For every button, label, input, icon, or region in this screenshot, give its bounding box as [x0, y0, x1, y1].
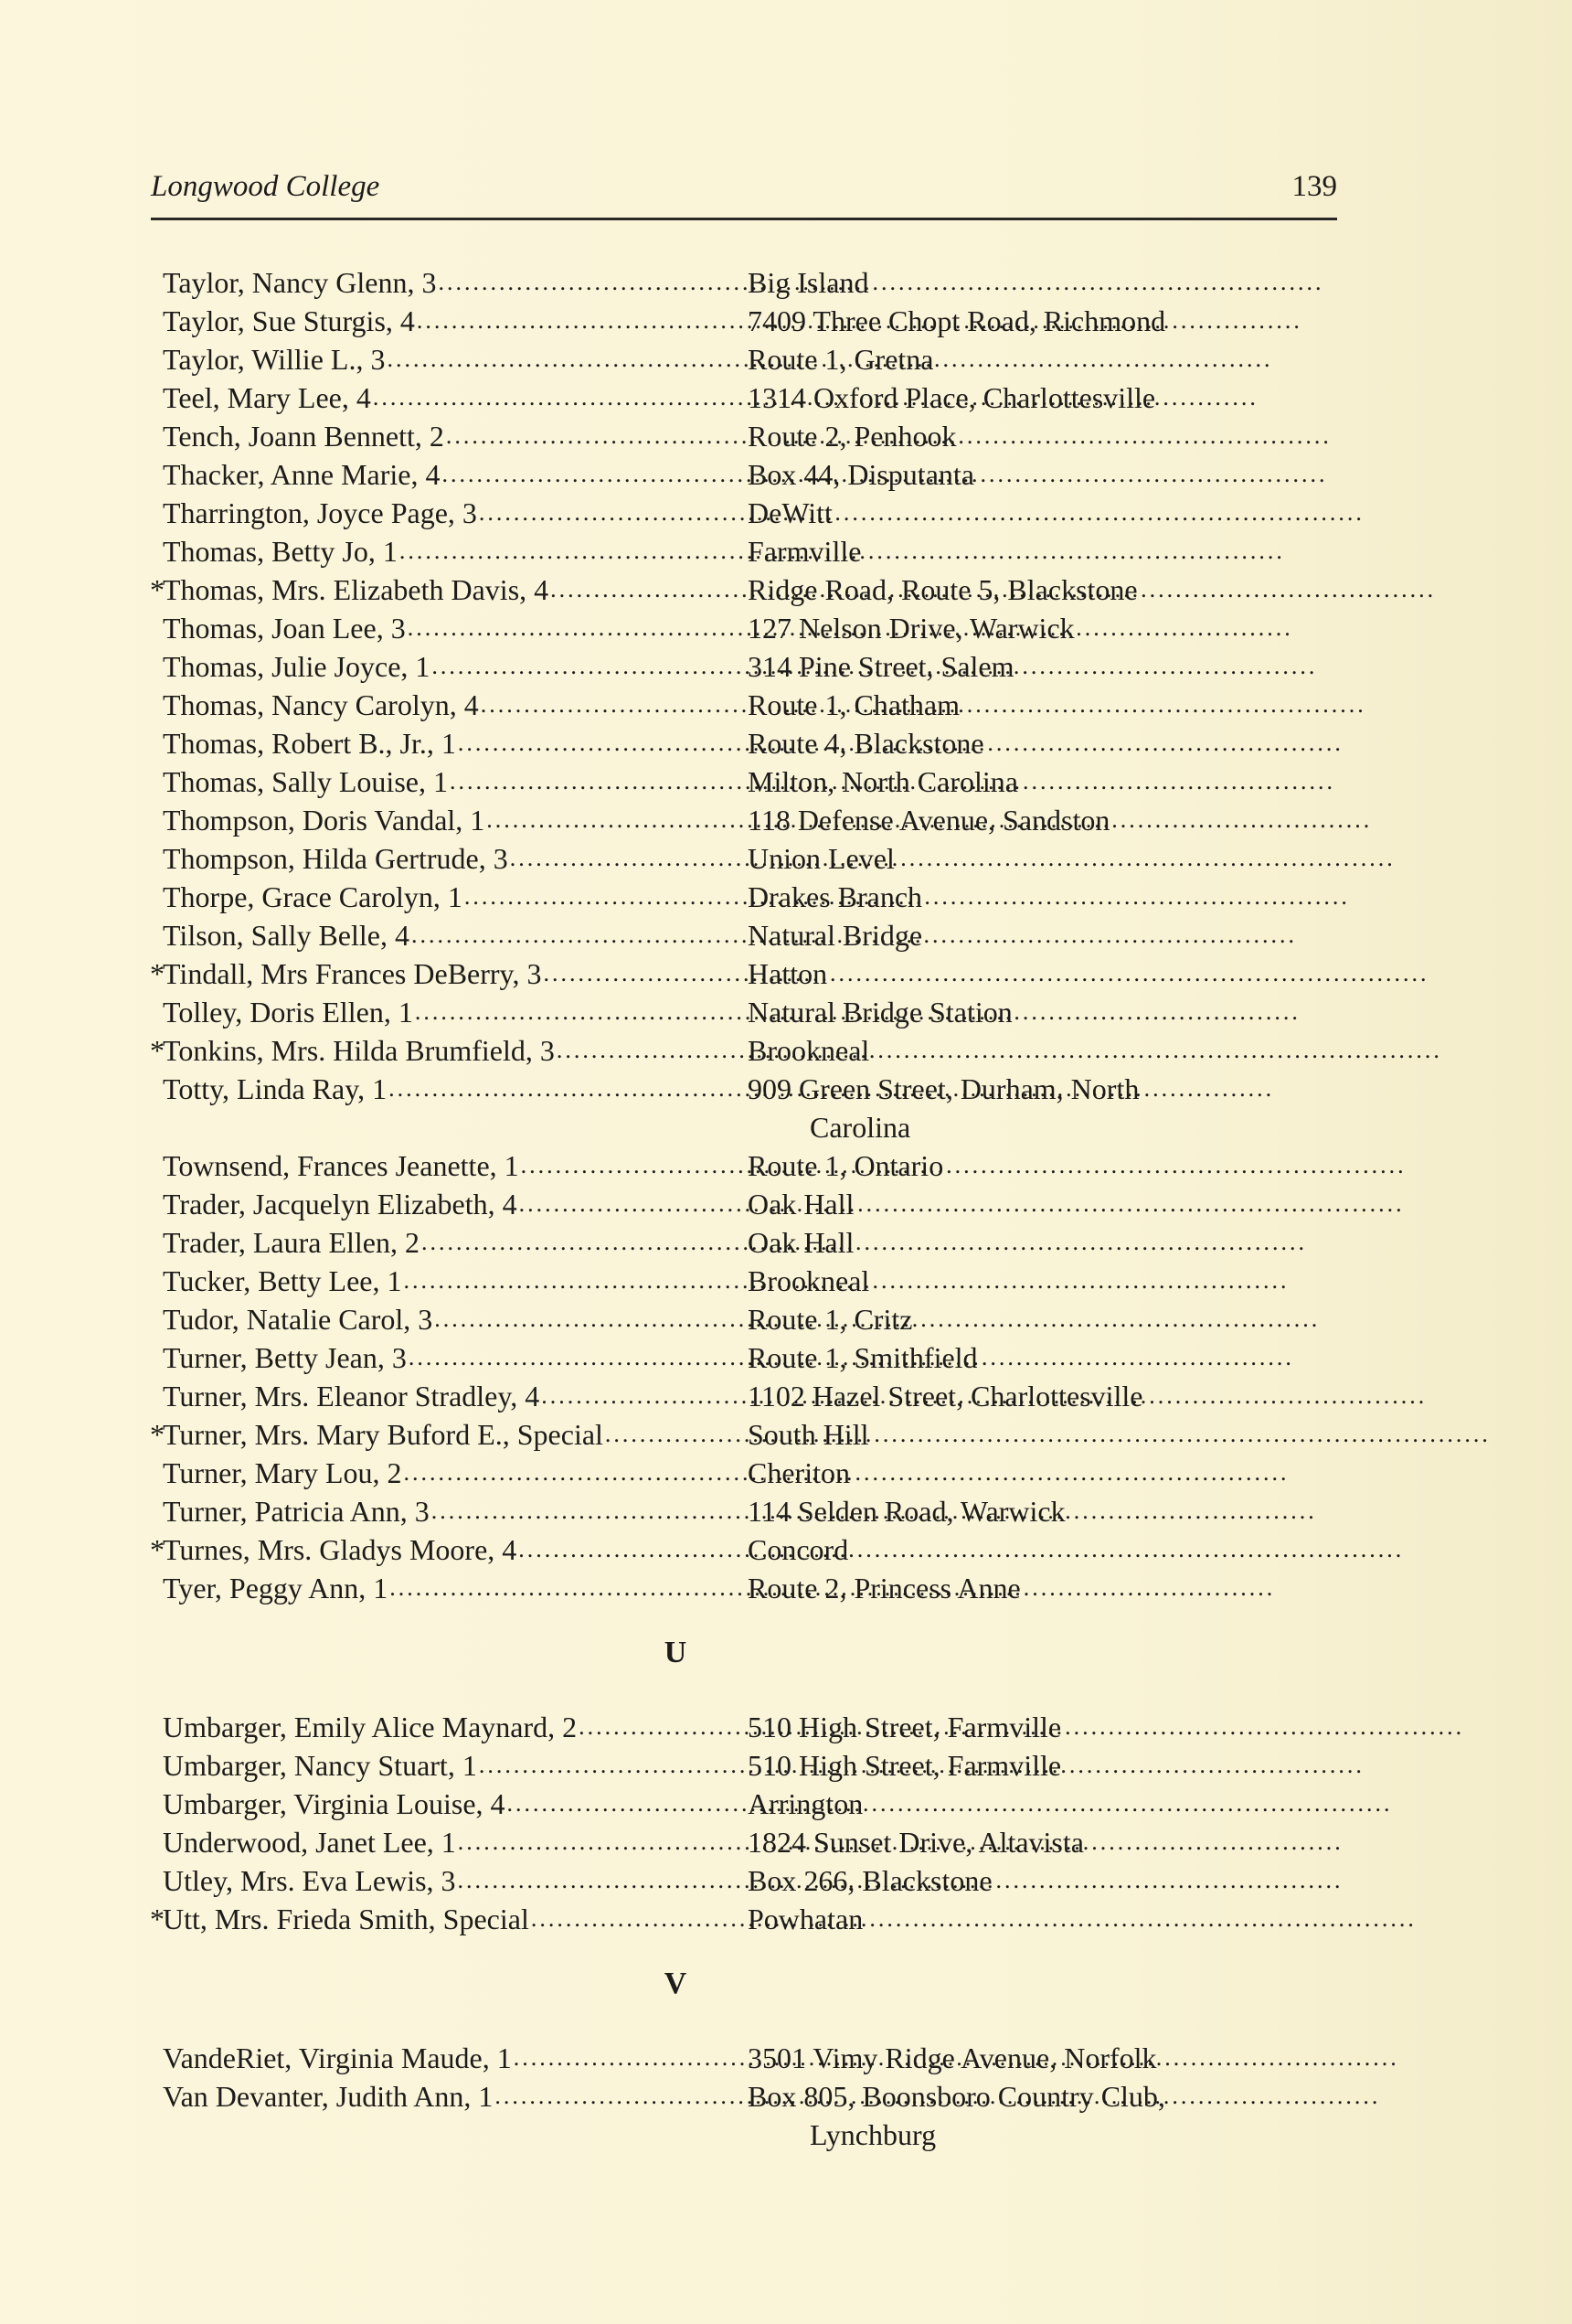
directory-entry [163, 1708, 1351, 1746]
directory-entry [163, 1185, 1351, 1223]
student-name: Thomas, Sally Louise, 1 [163, 765, 448, 798]
student-address: Route 2, Penhook [748, 420, 957, 453]
directory-entry [163, 455, 1351, 494]
student-name: Trader, Jacquelyn Elizabeth, 4 [163, 1188, 517, 1221]
student-name: Tudor, Natalie Carol, 3 [163, 1303, 433, 1336]
student-address: Route 1, Critz [748, 1303, 913, 1336]
student-address: Hatton [748, 957, 828, 990]
student-address: 1314 Oxford Place, Charlottesville [748, 381, 1156, 414]
student-name: Tindall, Mrs Frances DeBerry, 3 [163, 957, 542, 990]
student-name: Thomas, Joan Lee, 3 [163, 612, 406, 645]
directory-entry [163, 762, 1351, 801]
directory-entry [163, 1262, 1351, 1300]
entry-name-column: * Thomas, Mrs. Elizabeth Davis, 4 ..... [163, 570, 748, 609]
student-address: 510 High Street, Farmville [748, 1711, 1062, 1743]
student-name: Thorpe, Grace Carolyn, 1 [163, 880, 462, 913]
student-name: Utt, Mrs. Frieda Smith, Special [163, 1903, 529, 1935]
student-address: 909 Green Street, Durham, North [748, 1072, 1140, 1105]
student-name: Thomas, Betty Jo, 1 [163, 535, 398, 568]
student-address: Route 1, Gretna [748, 343, 934, 376]
student-name: Thomas, Robert B., Jr., 1 [163, 727, 456, 760]
student-address: South Hill [748, 1418, 869, 1451]
entry-name-column: * Turner, Mrs. Mary Buford E., Special ..... [163, 1415, 748, 1454]
entry-name-column [163, 878, 748, 916]
student-name: Tolley, Doris Ellen, 1 [163, 996, 413, 1029]
student-address: Box 805, Boonsboro Country Club, [748, 2080, 1165, 2113]
student-name: Tonkins, Mrs. Hilda Brumfield, 3 [163, 1034, 555, 1067]
entry-name-column [163, 1823, 748, 1861]
section-letter-heading: U [664, 1636, 687, 1669]
directory-entry [163, 417, 1351, 455]
dot-leader [446, 417, 1332, 455]
student-name: Tilson, Sally Belle, 4 [163, 919, 409, 952]
student-address: Route 2, Princess Anne [748, 1572, 1021, 1604]
student-name: Trader, Laura Ellen, 2 [163, 1226, 420, 1259]
student-name: Taylor, Willie L., 3 [163, 343, 386, 376]
directory-entry [163, 916, 1351, 954]
dot-leader [415, 993, 1301, 1031]
entry-name-column [163, 340, 748, 378]
student-address: Farmville [748, 535, 862, 568]
student-address: Oak Hall [748, 1226, 855, 1259]
student-address: 7409 Three Chopt Road, Richmond [748, 304, 1166, 337]
dot-leader [450, 762, 1335, 801]
student-name: Thompson, Doris Vandal, 1 [163, 804, 485, 837]
dot-leader [531, 1900, 1417, 1938]
directory-entry [163, 1300, 1351, 1338]
entry-name-column [163, 686, 748, 724]
dot-leader [417, 302, 1302, 340]
directory-entry [163, 2039, 1351, 2077]
directory-entry [163, 878, 1351, 916]
entry-name-column [163, 1708, 748, 1746]
student-address: 114 Selden Road, Warwick [748, 1495, 1066, 1528]
entry-name-column [163, 993, 748, 1031]
student-address: Union Level [748, 842, 895, 875]
entry-name-column: * Tonkins, Mrs. Hilda Brumfield, 3 ..... [163, 1031, 748, 1070]
dot-leader [431, 1492, 1317, 1530]
dot-leader [434, 1300, 1320, 1338]
student-address: Milton, North Carolina [748, 765, 1018, 798]
student-address: Powhatan [748, 1903, 864, 1935]
student-name: Turner, Mrs. Eleanor Stradley, 4 [163, 1380, 540, 1413]
entry-name-column [163, 647, 748, 686]
dot-leader [486, 801, 1372, 839]
student-address-continuation: Carolina [810, 1111, 911, 1144]
student-address: Route 1, Chatham [748, 688, 960, 721]
directory-entry [150, 954, 1351, 993]
student-address: Big Island [748, 266, 869, 299]
dot-leader [458, 1823, 1344, 1861]
directory-entry [150, 1031, 1351, 1070]
dot-leader [373, 378, 1259, 417]
entry-name-column [163, 839, 748, 878]
student-name: Umbarger, Nancy Stuart, 1 [163, 1749, 477, 1782]
directory-entry [163, 1377, 1351, 1415]
directory-entry [163, 1569, 1351, 1607]
student-address: Drakes Branch [748, 880, 923, 913]
page-number: 139 [1291, 170, 1337, 203]
directory-entry [163, 1785, 1351, 1823]
student-name: Teel, Mary Lee, 4 [163, 381, 371, 414]
directory-entry [163, 1823, 1351, 1861]
dot-leader [409, 1338, 1294, 1377]
entry-name-column [163, 417, 748, 455]
dot-leader [403, 1262, 1289, 1300]
entry-name-column [163, 378, 748, 417]
student-address: Route 4, Blackstone [748, 727, 984, 760]
dot-leader [543, 954, 1429, 993]
student-address: 127 Nelson Drive, Warwick [748, 612, 1075, 645]
directory-entry [163, 609, 1351, 647]
student-address: Natural Bridge [748, 919, 923, 952]
student-name: Turner, Patricia Ann, 3 [163, 1495, 430, 1528]
student-name: Umbarger, Emily Alice Maynard, 2 [163, 1711, 578, 1743]
student-address: 314 Pine Street, Salem [748, 650, 1014, 683]
directory-entry [150, 570, 1351, 609]
directory-entry [163, 686, 1351, 724]
student-address: 3501 Vimy Ridge Avenue, Norfolk [748, 2041, 1157, 2074]
student-address: 1102 Hazel Street, Charlottesville [748, 1380, 1143, 1413]
student-address: Brookneal [748, 1264, 870, 1297]
dot-leader [481, 686, 1366, 724]
student-name: Thacker, Anne Marie, 4 [163, 458, 441, 491]
dot-leader [439, 263, 1324, 302]
entry-name-column [163, 801, 748, 839]
student-address: Arrington [748, 1787, 864, 1820]
student-name: Turner, Betty Jean, 3 [163, 1341, 407, 1374]
entry-name-column [163, 263, 748, 302]
directory-entry [150, 1530, 1351, 1569]
entry-name-column: * Utt, Mrs. Frieda Smith, Special ..... [163, 1900, 748, 1938]
dot-leader [458, 724, 1344, 762]
entry-name-column [163, 1377, 748, 1415]
entry-name-column [163, 2077, 748, 2154]
entry-name-column [163, 1070, 748, 1146]
entry-name-column [163, 2039, 748, 2077]
student-address: Route 1, Ontario [748, 1149, 944, 1182]
dot-leader [541, 1377, 1427, 1415]
student-address: 1824 Sunset Drive, Altavista [748, 1826, 1084, 1859]
directory-entry [163, 378, 1351, 417]
directory-entry [163, 340, 1351, 378]
directory-entry [163, 801, 1351, 839]
entry-name-column [163, 494, 748, 532]
directory-entry [163, 2077, 1351, 2154]
student-address: Concord [748, 1533, 849, 1566]
student-name: Umbarger, Virginia Louise, 4 [163, 1787, 505, 1820]
directory-entry [163, 263, 1351, 302]
entry-name-column [163, 1223, 748, 1262]
directory-entry [163, 647, 1351, 686]
entry-name-column [163, 916, 748, 954]
dot-leader [399, 532, 1285, 570]
dot-leader [479, 1746, 1365, 1785]
entry-name-column: * Turnes, Mrs. Gladys Moore, 4 ..... [163, 1530, 748, 1569]
dot-leader [431, 647, 1317, 686]
entry-name-column [163, 1262, 748, 1300]
entry-name-column [163, 1492, 748, 1530]
student-name: Thomas, Mrs. Elizabeth Davis, 4 [163, 573, 549, 606]
student-address: DeWitt [748, 496, 833, 529]
student-name: Tench, Joann Bennett, 2 [163, 420, 444, 453]
student-address: Natural Bridge Station [748, 996, 1013, 1029]
dot-leader [408, 609, 1293, 647]
student-address: Box 266, Blackstone [748, 1864, 993, 1897]
directory-entry [150, 1415, 1351, 1454]
student-address: 510 High Street, Farmville [748, 1749, 1062, 1782]
dot-leader [521, 1146, 1407, 1185]
student-address: Route 1, Smithfield [748, 1341, 978, 1374]
entry-name-column [163, 532, 748, 570]
entry-name-column [163, 1338, 748, 1377]
student-address: Brookneal [748, 1034, 870, 1067]
directory-entry [163, 1454, 1351, 1492]
entry-name-column [163, 302, 748, 340]
student-name: Utley, Mrs. Eva Lewis, 3 [163, 1864, 456, 1897]
section-letter-heading: V [664, 1967, 687, 2000]
entry-name-column: * Tindall, Mrs Frances DeBerry, 3 ..... [163, 954, 748, 993]
dot-leader [507, 1785, 1393, 1823]
dot-leader [605, 1415, 1491, 1454]
dot-leader [557, 1031, 1442, 1070]
student-name: Turnes, Mrs. Gladys Moore, 4 [163, 1533, 517, 1566]
entry-name-column [163, 1785, 748, 1823]
student-name: Totty, Linda Ray, 1 [163, 1072, 388, 1105]
dot-leader [464, 878, 1350, 916]
student-name: Tharrington, Joyce Page, 3 [163, 496, 477, 529]
entry-name-column [163, 1300, 748, 1338]
entry-name-column [163, 1861, 748, 1900]
dot-leader [387, 340, 1272, 378]
dot-leader [494, 2077, 1380, 2154]
student-name: Turner, Mary Lou, 2 [163, 1456, 402, 1489]
dot-leader [389, 1569, 1275, 1607]
dot-leader [550, 570, 1436, 609]
dot-leader [421, 1223, 1307, 1262]
dot-leader [514, 2039, 1399, 2077]
entry-name-column [163, 609, 748, 647]
entry-name-column [163, 1454, 748, 1492]
dot-leader [411, 916, 1297, 954]
dot-leader [404, 1454, 1290, 1492]
directory-entry [163, 1146, 1351, 1185]
dot-leader [458, 1861, 1344, 1900]
student-name: Taylor, Sue Sturgis, 4 [163, 304, 415, 337]
student-address: Box 44, Disputanta [748, 458, 974, 491]
dot-leader [441, 455, 1327, 494]
student-name: Underwood, Janet Lee, 1 [163, 1826, 456, 1859]
directory-entry [163, 724, 1351, 762]
directory-entry [163, 532, 1351, 570]
directory-entry [163, 839, 1351, 878]
directory-entry [163, 993, 1351, 1031]
entry-name-column [163, 762, 748, 801]
directory-entry [163, 1338, 1351, 1377]
entry-name-column [163, 1146, 748, 1185]
student-name: Thompson, Hilda Gertrude, 3 [163, 842, 508, 875]
student-address: Cheriton [748, 1456, 850, 1489]
directory-entry [163, 1861, 1351, 1900]
student-name: Townsend, Frances Jeanette, 1 [163, 1149, 519, 1182]
student-address: Ridge Road, Route 5, Blackstone [748, 573, 1138, 606]
page-header [151, 170, 1337, 220]
student-name: Tucker, Betty Lee, 1 [163, 1264, 402, 1297]
directory-entry [150, 1900, 1351, 1938]
directory-entry [163, 1492, 1351, 1530]
student-directory-list [150, 263, 1351, 2154]
directory-entry [163, 302, 1351, 340]
directory-entry [163, 1746, 1351, 1785]
entry-name-column [163, 455, 748, 494]
student-name: Thomas, Nancy Carolyn, 4 [163, 688, 479, 721]
dot-leader [579, 1708, 1464, 1746]
running-title: Longwood College [151, 170, 380, 203]
directory-entry [163, 1223, 1351, 1262]
student-name: Thomas, Julie Joyce, 1 [163, 650, 430, 683]
student-address: Oak Hall [748, 1188, 855, 1221]
dot-leader [519, 1185, 1405, 1223]
student-name: VandeRiet, Virginia Maude, 1 [163, 2041, 512, 2074]
student-address: 118 Defense Avenue, Sandston [748, 804, 1110, 837]
student-name: Tyer, Peggy Ann, 1 [163, 1572, 388, 1604]
student-name: Turner, Mrs. Mary Buford E., Special [163, 1418, 603, 1451]
dot-leader [518, 1530, 1404, 1569]
directory-entry [163, 494, 1351, 532]
entry-name-column [163, 1569, 748, 1607]
entry-name-column [163, 724, 748, 762]
dot-leader [479, 494, 1365, 532]
directory-entry [163, 1070, 1351, 1146]
student-address-continuation: Lynchburg [810, 2118, 937, 2151]
entry-name-column [163, 1746, 748, 1785]
dot-leader [388, 1070, 1274, 1146]
entry-name-column [163, 1185, 748, 1223]
dot-leader [510, 839, 1396, 878]
student-name: Taylor, Nancy Glenn, 3 [163, 266, 437, 299]
student-name: Van Devanter, Judith Ann, 1 [163, 2080, 494, 2113]
